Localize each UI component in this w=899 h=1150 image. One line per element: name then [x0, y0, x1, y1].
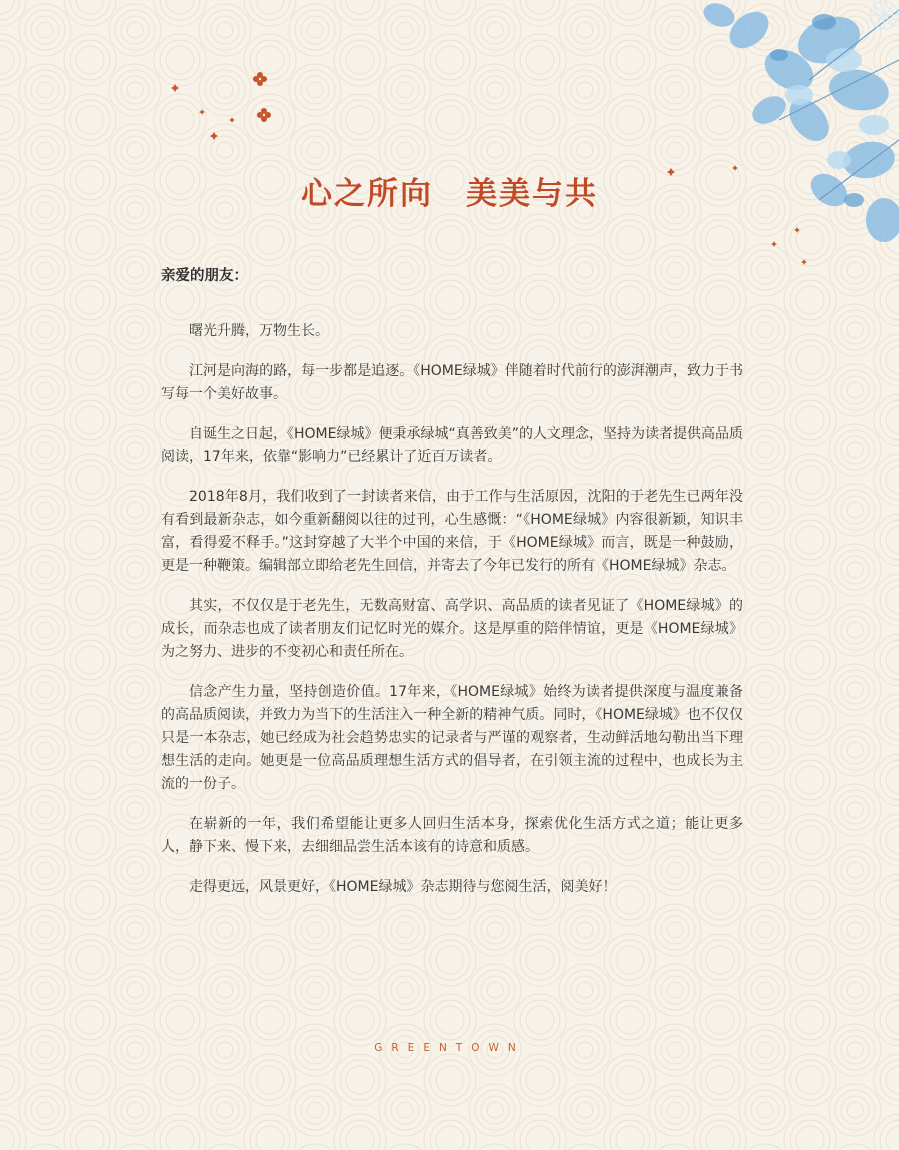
- paragraph-2: 江河是向海的路，每一步都是追逐。《HOME绿城》伴随着时代前行的澎湃潮声，致力于书写每一个美好故事。: [161, 363, 743, 402]
- paragraph-1: 曙光升腾，万物生长。: [189, 323, 329, 339]
- paragraph-5: 其实，不仅仅是于老先生，无数高财富、高学识、高品质的读者见证了《HOME绿城》的成长，而杂志也成了读者朋友们记忆时光的媒介。这是厚重的陪伴情谊，更是《HOME绿城》为之努力、进步的不变初心和责任所在。: [161, 598, 743, 660]
- page-title: 心之所向 美美与共: [301, 176, 598, 212]
- paragraph-6: 信念产生力量，坚持创造价值。17年来，《HOME绿城》始终为读者提供深度与温度兼备的高品质阅读，并致力为当下的生活注入一种全新的精神气质。同时，《HOME绿城》也不仅仅只是一本杂志，她已经成为社会趋势忠实的记录者与严谨的观察者，生动鲜活地勾勒出当下理想生活的走向。她更是一位高品质理想生活方式的倡导者，在引领主流的过程中，也成长为主流的一份子。: [161, 684, 743, 792]
- letter-body: [161, 320, 743, 916]
- paragraph-3: 自诞生之日起，《HOME绿城》便秉承绿城“真善致美”的人文理念，坚持为读者提供高品质阅读，17年来，依靠“影响力”已经累计了近百万读者。: [161, 426, 743, 465]
- sparkle-stars: [0, 0, 899, 300]
- paragraph-8: 走得更远，风景更好，《HOME绿城》杂志期待与您阅生活，阅美好！: [189, 879, 617, 895]
- footer-brand: GREENTOWN: [374, 1042, 525, 1054]
- greeting: 亲爱的朋友：: [161, 268, 248, 284]
- paragraph-4: 2018年8月，我们收到了一封读者来信，由于工作与生活原因，沈阳的于老先生已两年没有看到最新杂志，如今重新翻阅以往的过刊，心生感慨：“《HOME绿城》内容很新颖，知识丰富，看得爱不释手。”这封穿越了大半个中国的来信，于《HOME绿城》而言，既是一种鼓励，更是一种鞭策。编辑部立即给老先生回信，并寄去了今年已发行的所有《HOME绿城》杂志。: [161, 489, 743, 574]
- paragraph-7: 在崭新的一年，我们希望能让更多人回归生活本身，探索优化生活方式之道；能让更多人，静下来、慢下来，去细细品尝生活本该有的诗意和质感。: [161, 816, 743, 855]
